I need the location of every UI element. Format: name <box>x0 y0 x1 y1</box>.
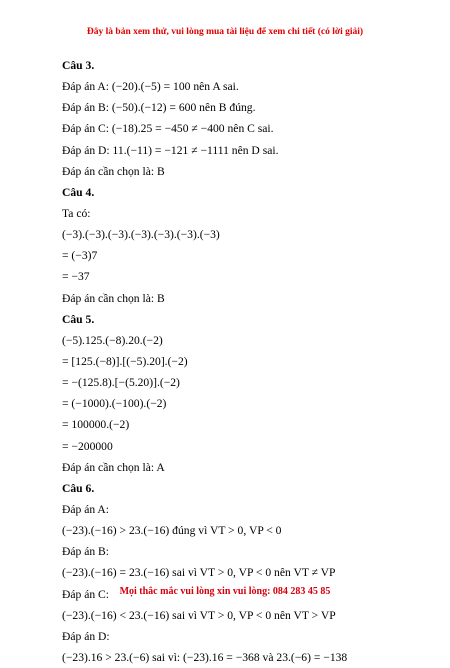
answer-choice-line: Đáp án cần chọn là: B <box>62 164 165 178</box>
question-heading: Câu 3. <box>62 59 95 72</box>
question-heading: Câu 6. <box>62 481 95 495</box>
solution-line: = (−3)7 <box>62 249 98 263</box>
preview-notice-banner: Đây là bản xem thử, vui lòng mua tài liệu để xem chi tiết (có lời giải) <box>86 27 364 37</box>
solution-line: = −200000 <box>62 439 113 453</box>
contact-footer-banner: Mọi thắc mắc vui lòng xin vui lòng: 084 283 45 85 <box>119 586 331 597</box>
question-heading: Câu 5. <box>62 312 95 326</box>
solution-line: (−23).(−16) > 23.(−16) đúng vì VT > 0, VP < 0 <box>62 524 282 538</box>
solution-line: (−23).(−16) < 23.(−16) sai vì VT > 0, VP < 0 nên VT > VP <box>62 608 336 622</box>
solution-line: (−23).16 > 23.(−6) sai vì: (−23).16 = −368 và 23.(−6) = −138 <box>62 650 348 664</box>
solution-line: = −37 <box>62 270 90 284</box>
answer-choice-line: Đáp án cần chọn là: A <box>62 460 165 474</box>
answer-choice-line: Đáp án cần chọn là: B <box>62 291 165 305</box>
option-label: Đáp án D: <box>62 629 110 643</box>
solution-line: = −(125.8).[−(5.20)].(−2) <box>62 376 180 390</box>
option-label: Đáp án B: <box>62 545 110 559</box>
answer-line: Đáp án D: 11.(−11) = −121 ≠ −1111 nên D sai. <box>62 143 279 157</box>
solution-line: (−5).125.(−8).20.(−2) <box>62 333 163 347</box>
option-label: Đáp án A: <box>62 502 110 516</box>
solution-line: Ta có: <box>62 206 91 220</box>
answer-line: Đáp án B: (−50).(−12) = 600 nên B đúng. <box>62 101 256 115</box>
solution-line: = 100000.(−2) <box>62 418 130 432</box>
solution-line: (−23).(−16) = 23.(−16) sai vì VT > 0, VP < 0 nên VT ≠ VP <box>62 566 336 580</box>
answer-line: Đáp án A: (−20).(−5) = 100 nên A sai. <box>62 80 239 94</box>
solution-line: (−3).(−3).(−3).(−3).(−3).(−3).(−3) <box>62 228 220 242</box>
option-label: Đáp án C: <box>62 587 110 601</box>
question-heading: Câu 4. <box>62 185 95 199</box>
solution-line: = (−1000).(−100).(−2) <box>62 397 167 411</box>
document-body <box>62 55 432 668</box>
answer-line: Đáp án C: (−18).25 = −450 ≠ −400 nên C sai. <box>62 122 274 136</box>
solution-line: = [125.(−8)].[(−5).20].(−2) <box>62 354 188 368</box>
